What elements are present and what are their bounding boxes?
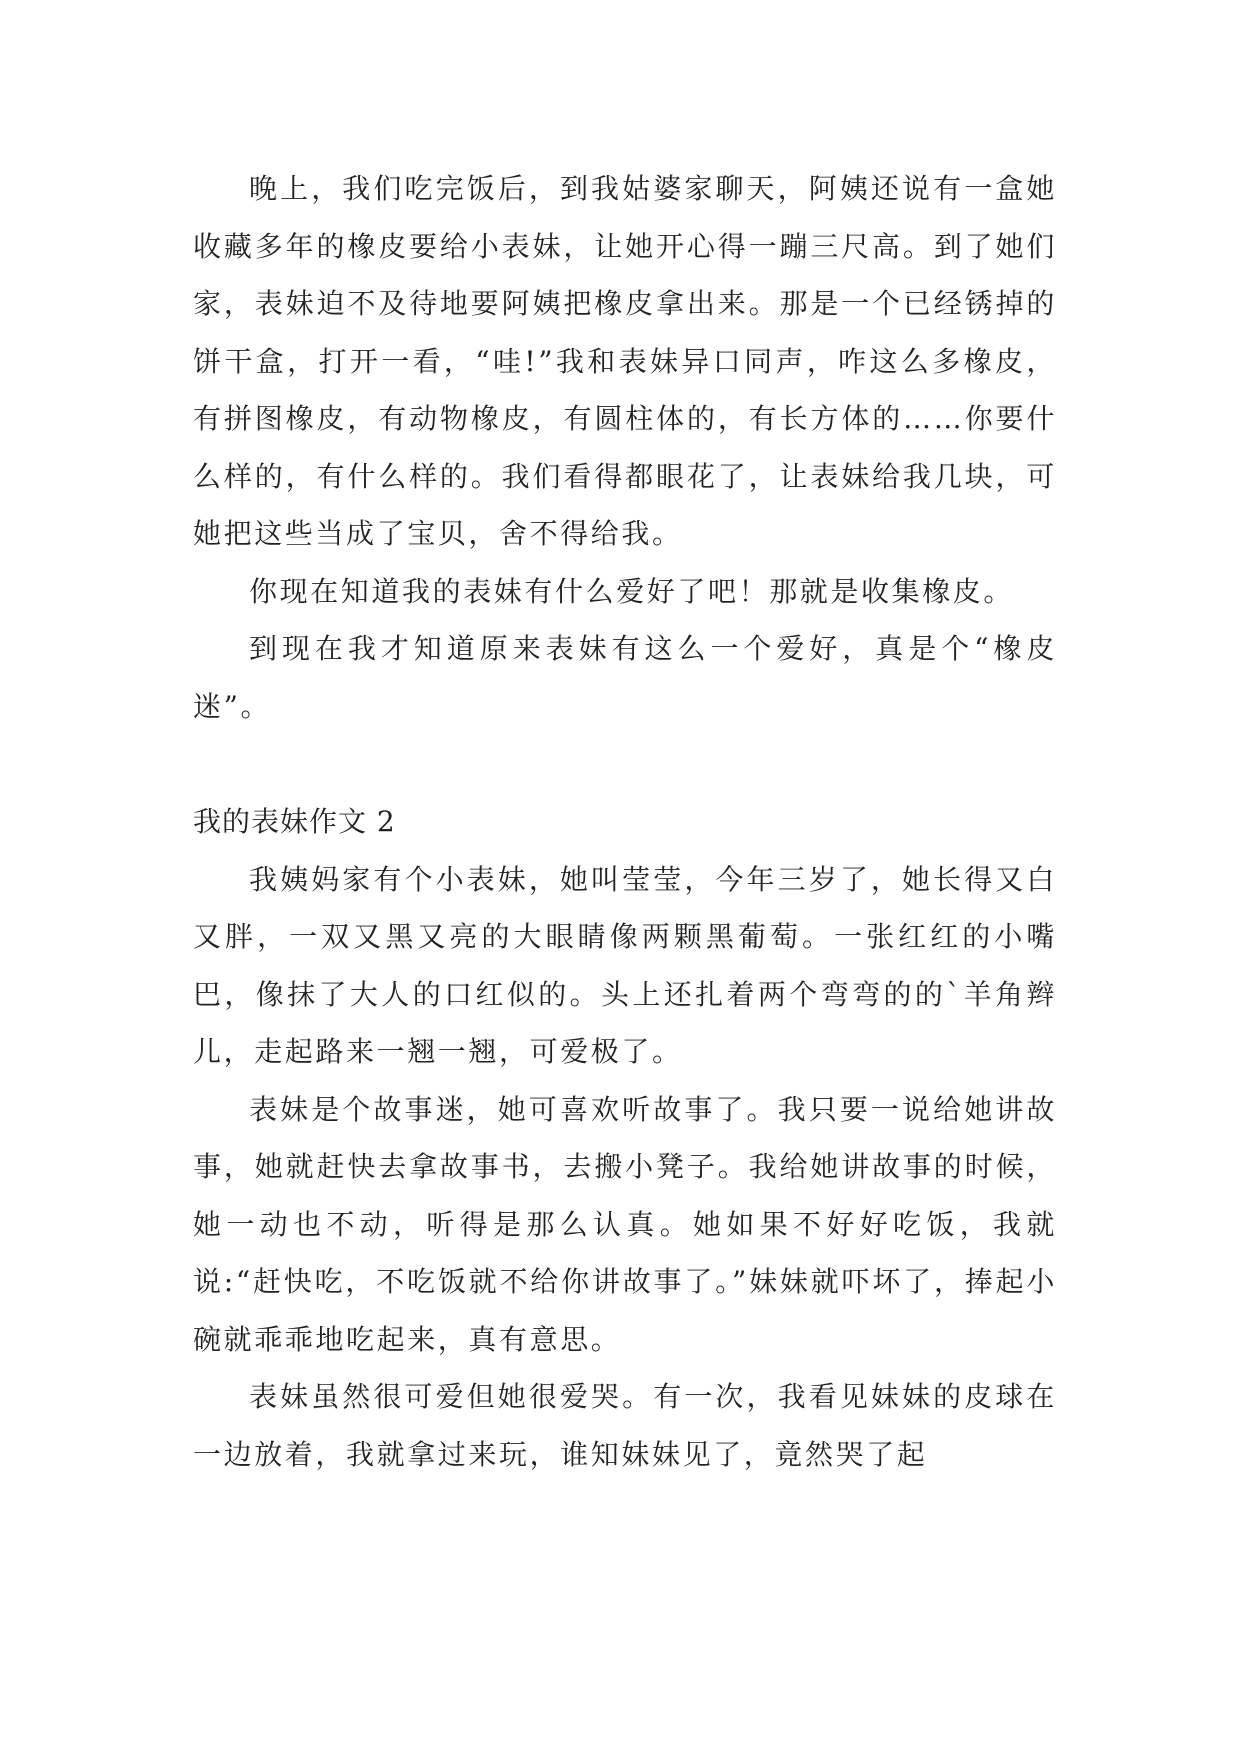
paragraph-story-lover: 表妹是个故事迷，她可喜欢听故事了。我只要一说给她讲故事，她就赶快去拿故事书，去搬小凳子。我给她讲故事的时候，她一动也不动，听得是那么认真。她如果不好好吃饭，我就说:“赶快吃，不吃饭就不给你讲故事了。”妹妹就吓坏了，捧起小碗就乖乖地吃起来，真有意思。 bbox=[193, 1092, 1057, 1356]
paragraph-eraser-fan: 到现在我才知道原来表妹有这么一个爱好，真是个“橡皮迷”。 bbox=[193, 632, 1057, 723]
paragraph-eraser-box: 晚上，我们吃完饭后，到我姑婆家聊天，阿姨还说有一盒她收藏多年的橡皮要给小表妹，让她开心得一蹦三尺高。到了她们家，表妹迫不及待地要阿姨把橡皮拿出来。那是一个已经锈掉的饼干盒，打开一看，“哇!”我和表妹异口同声，咋这么多橡皮，有拼图橡皮，有动物橡皮，有圆柱体的，有长方体的……你要什么样的，有什么样的。我们看得都眼花了，让表妹给我几块，可她把这些当成了宝贝，舍不得给我。 bbox=[193, 172, 1057, 550]
paragraph-hobby-question: 你现在知道我的表妹有什么爱好了吧！那就是收集橡皮。 bbox=[249, 574, 1015, 608]
document-page bbox=[193, 160, 1057, 1483]
paragraph-cousin-description: 我姨妈家有个小表妹，她叫莹莹，今年三岁了，她长得又白又胖，一双又黑又亮的大眼睛像两颗黑葡萄。一张红红的小嘴巴，像抹了大人的口红似的。头上还扎着两个弯弯的的`羊角辫儿，走起路来一翘一翘，可爱极了。 bbox=[193, 862, 1057, 1068]
section-heading: 我的表妹作文 2 bbox=[193, 805, 396, 838]
paragraph-crying: 表妹虽然很可爱但她很爱哭。有一次，我看见妹妹的皮球在一边放着，我就拿过来玩，谁知妹妹见了，竟然哭了起 bbox=[193, 1380, 1057, 1471]
